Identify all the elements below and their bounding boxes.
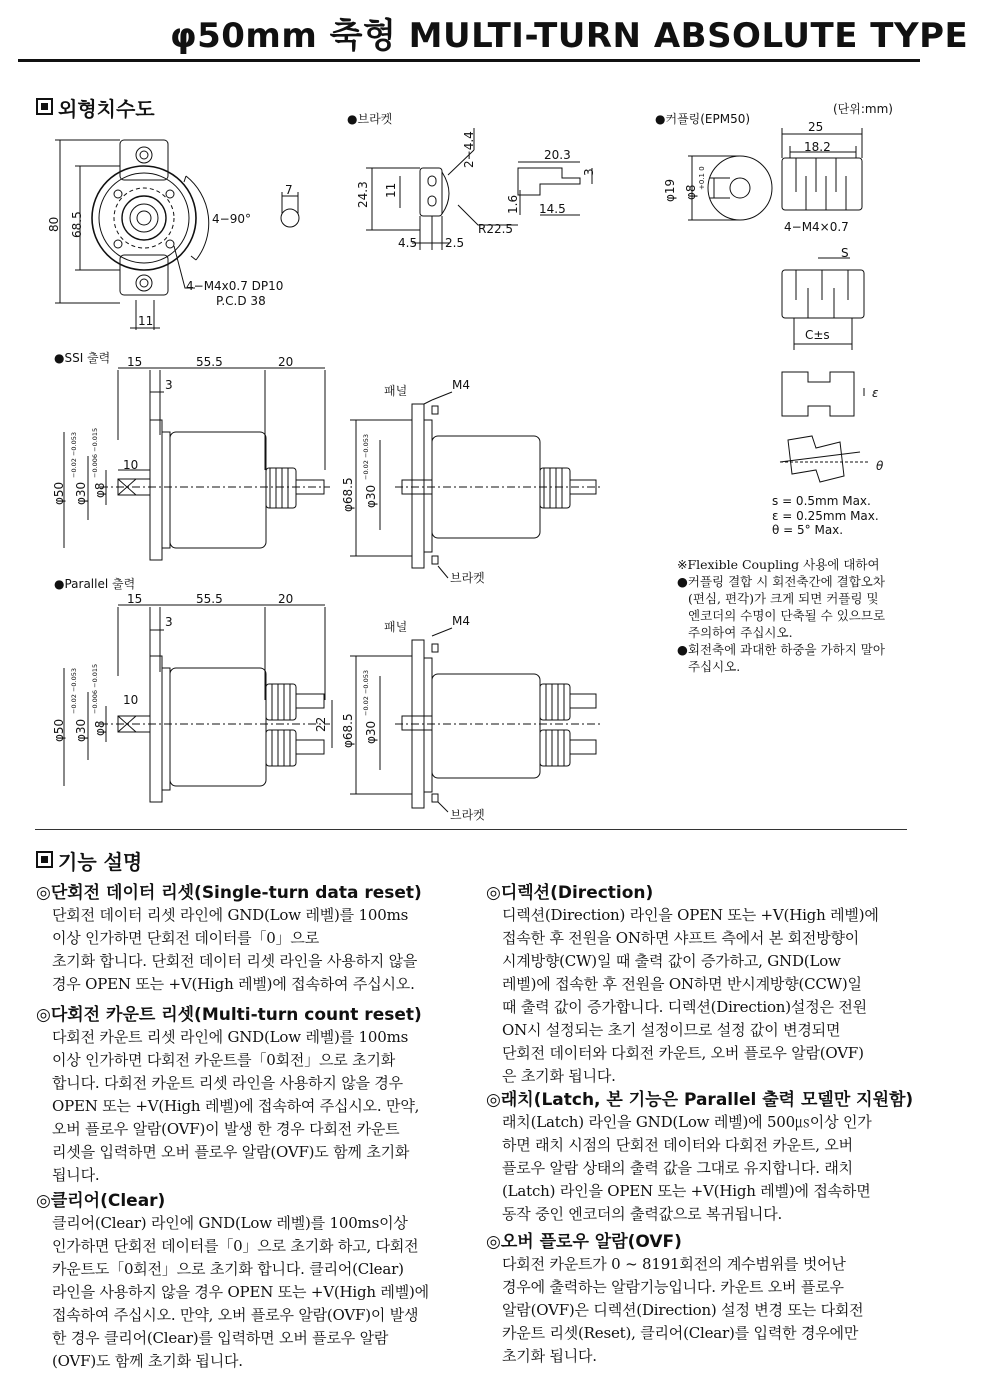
paragraph-line: 단회전 데이터와 다회전 카운트, 오버 플로우 알람(OVF) [502,1044,864,1062]
bracket-dim-1-6: 1.6 [506,194,520,214]
ssi-dim-8-tol: −0.006 −0.015 [91,427,99,478]
paragraph-line: 초기화 합니다. 단회전 데이터 리셋 라인을 사용하지 않을 [52,952,418,970]
bracket-dim-11: 11 [384,182,398,198]
parallel-dim-30-tol: −0.02 −0.053 [70,667,78,714]
front-hole-note-1: 4−M4x0.7 DP10 [186,279,284,293]
paragraph-line: 인가하면 단회전 데이터를「0」으로 초기화 하고, 다회전 [52,1237,419,1255]
coupling-dim-8-tol: +0.1 0 [698,166,706,190]
parallel-dim-50: φ50 [52,718,66,742]
coupling-dim-19: φ19 [663,178,677,202]
coupling-theta: θ [876,459,884,473]
coupling-note-line: ●커플링 결합 시 회전축간에 결합오차 [677,574,885,589]
bracket-dim-2-5: 2.5 [445,236,465,250]
coupling-s: S [841,246,849,260]
front-dim-80: 80 [47,216,61,232]
parallel-right-dim-30: φ30 [364,720,378,744]
bracket-dim-20-3: 20.3 [544,148,571,162]
clear-title: ◎클리어(Clear) [36,1191,166,1211]
ssi-dim-55-5: 55.5 [196,355,223,369]
coupling-note-line: ●회전축에 과대한 하중을 가하지 말아 [677,642,885,657]
ssi-dim-10: 10 [123,458,139,472]
coupling-note-line: 주십시오. [688,659,741,674]
paragraph-line: 다회전 카운트가 0 ~ 8191회전의 계수범위를 벗어난 [502,1255,846,1273]
paragraph-line: OPEN 또는 +V(High 레벨)에 접속하여 주십시오. 만약, [52,1097,420,1115]
function-heading: 기능 설명 [36,846,142,875]
parallel-dim-15: 15 [127,592,143,606]
ssi-right-dim-30: φ30 [364,484,378,508]
front-angle: 4−90° [212,212,251,226]
front-hole-note-2: P.C.D 38 [216,294,266,308]
coupling-dim-18-2: 18.2 [804,140,831,154]
parallel-bracket-label: 브라켓 [450,808,485,822]
coupling-epsilon: ε [872,386,879,400]
parallel-dim-68-5: φ68.5 [341,713,355,748]
parallel-dim-20: 20 [278,592,294,606]
ssi-dim-30: φ30 [74,481,88,505]
ssi-m4-label: M4 [452,378,470,392]
bracket-dim-14-5: 14.5 [539,202,566,216]
paragraph-line: 접속하여 주십시오. 만약, 오버 플로우 알람(OVF)이 발생 [52,1306,419,1324]
coupling-label: ●커플링(EPM50) [655,112,751,126]
coupling-note-line: 주의하여 주십시오. [688,625,793,640]
paragraph-line: (OVF)도 함께 초기화 됩니다. [52,1352,243,1370]
parallel-dim-10: 10 [123,693,139,707]
paragraph-line: 카운트도「0회전」으로 초기화 합니다. 클리어(Clear) [52,1260,404,1278]
overflow-alarm-title: ◎오버 플로우 알람(OVF) [486,1232,682,1252]
coupling-c-s: C±s [805,328,830,342]
paragraph-line: 다회전 카운트 리셋 라인에 GND(Low 레벨)를 100ms [52,1028,409,1046]
parallel-m4-label: M4 [452,614,470,628]
coupling-spec-3: θ = 5° Max. [772,523,844,537]
coupling-spec-2: ε = 0.25mm Max. [772,509,879,523]
unit-label: (단위:mm) [833,102,893,116]
parallel-output-drawing [64,605,600,812]
bracket-dim-4-5: 4.5 [398,236,418,250]
page-title: φ50mm 축형 MULTI-TURN ABSOLUTE TYPE [170,16,969,56]
parallel-dim-8: φ8 [93,720,107,736]
ssi-dim-68-5: φ68.5 [341,477,355,512]
front-dim-7: 7 [285,183,293,197]
paragraph-line: 접속한 후 전원을 ON하면 샤프트 측에서 본 회전방향이 [502,929,860,947]
bracket-dim-24-3: 24.3 [356,181,370,208]
ssi-dim-3: 3 [165,378,173,392]
square-bullet-icon [36,851,53,868]
paragraph-line: 초기화 됩니다. [502,1347,597,1365]
coupling-dim-8: φ8 [684,184,698,200]
paragraph-line: 하면 래치 시점의 단회전 데이터와 다회전 카운트, 오버 [502,1136,853,1154]
paragraph-line: 플로우 알람 상태의 출력 값을 그대로 유지합니다. 래치 [502,1159,853,1177]
coupling-note-line: (편심, 편각)가 크게 되면 커플링 및 [688,591,879,606]
paragraph-line: 라인을 사용하지 않을 경우 OPEN 또는 +V(High 레벨)에 [52,1283,429,1301]
ssi-label: ●SSI 출력 [54,351,111,365]
paragraph-line: 카운트 리셋(Reset), 클리어(Clear)를 입력한 경우에만 [502,1324,859,1342]
ssi-dim-20: 20 [278,355,294,369]
coupling-dim-25: 25 [808,120,824,134]
paragraph-line: 동작 중인 엔코더의 출력값으로 복귀됩니다. [502,1205,783,1223]
paragraph-line: 때 출력 값이 증가합니다. 디렉션(Direction)설정은 전원 [502,998,867,1016]
parallel-label: ●Parallel 출력 [54,577,136,591]
coupling-thread: 4−M4×0.7 [784,220,849,234]
front-dim-68-5: 68.5 [70,211,84,238]
coupling-note-title: ※Flexible Coupling 사용에 대하여 [677,557,880,572]
coupling-drawing [688,128,870,482]
bracket-dim-2-4-4: 2−4.4 [462,131,476,168]
front-dim-11: 11 [138,314,154,328]
paragraph-line: 경우 OPEN 또는 +V(High 레벨)에 접속하여 주십시오. [52,975,415,993]
paragraph-line: 단회전 데이터 리셋 라인에 GND(Low 레벨)를 100ms [52,906,409,924]
paragraph-line: 알람(OVF)은 디렉션(Direction) 설정 변경 또는 다회전 [502,1301,864,1319]
paragraph-line: ON시 설정되는 초기 설정이므로 설정 값이 변경되면 [502,1021,841,1039]
ssi-panel-label: 패널 [384,384,408,398]
paragraph-line: 경우에 출력하는 알람기능입니다. 카운트 오버 플로우 [502,1278,844,1296]
single-turn-reset-title: ◎단회전 데이터 리셋(Single-turn data reset) [36,883,422,903]
multi-turn-reset-title: ◎다회전 카운트 리셋(Multi-turn count reset) [36,1005,422,1025]
paragraph-line: 클리어(Clear) 라인에 GND(Low 레벨)를 100ms이상 [52,1214,408,1232]
ssi-dim-50: φ50 [52,481,66,505]
paragraph-line: 됩니다. [52,1166,100,1184]
dimensions-heading: 외형치수도 [36,93,155,122]
paragraph-line: 리셋을 입력하면 오버 플로우 알람(OVF)도 함께 초기화 [52,1143,410,1161]
bracket-dim-3: 3 [582,168,596,176]
parallel-dim-30: φ30 [74,718,88,742]
parallel-dim-22: 22 [314,716,328,732]
ssi-dim-30-tol: −0.02 −0.053 [70,431,78,478]
paragraph-line: 한 경우 클리어(Clear)를 입력하면 오버 플로우 알람 [52,1329,389,1347]
direction-title: ◎디렉션(Direction) [486,883,654,903]
parallel-dim-8-tol: −0.006 −0.015 [91,663,99,714]
latch-title: ◎래치(Latch, 본 기능은 Parallel 출력 모델만 지원함) [486,1090,914,1110]
ssi-right-dim-30-tol: −0.02 −0.053 [362,433,370,480]
coupling-spec-1: s = 0.5mm Max. [772,494,871,508]
ssi-dim-8: φ8 [93,482,107,498]
paragraph-line: (Latch) 라인을 OPEN 또는 +V(High 레벨)에 접속하면 [502,1182,871,1200]
ssi-dim-15: 15 [127,355,143,369]
paragraph-line: 은 초기화 됩니다. [502,1067,616,1085]
ssi-bracket-label: 브라켓 [450,571,485,585]
paragraph-line: 시계방향(CW)일 때 출력 값이 증가하고, GND(Low [502,952,841,970]
coupling-note-line: 엔코더의 수명이 단축될 수 있으므로 [688,608,886,623]
paragraph-line: 레벨)에 접속한 후 전원을 ON하면 반시계방향(CCW)일 [502,975,862,993]
parallel-dim-55-5: 55.5 [196,592,223,606]
paragraph-line: 오버 플로우 알람(OVF)이 발생 한 경우 다회전 카운트 [52,1120,400,1138]
bracket-dim-r22-5: R22.5 [478,222,514,236]
paragraph-line: 래치(Latch) 라인을 GND(Low 레벨)에 500㎲이상 인가 [502,1113,872,1131]
parallel-right-dim-30-tol: −0.02 −0.053 [362,669,370,716]
ssi-output-drawing [64,368,600,578]
parallel-dim-3: 3 [165,615,173,629]
paragraph-line: 이상 인가하면 다회전 카운트를「0회전」으로 초기화 [52,1051,396,1069]
bracket-label: ●브라켓 [347,112,393,126]
paragraph-line: 이상 인가하면 단회전 데이터를「0」으로 [52,929,319,947]
paragraph-line: 합니다. 다회전 카운트 리셋 라인을 사용하지 않을 경우 [52,1074,403,1092]
section-divider [35,829,907,830]
paragraph-line: 디렉션(Direction) 라인을 OPEN 또는 +V(High 레벨)에 [502,906,879,924]
parallel-panel-label: 패널 [384,620,408,634]
